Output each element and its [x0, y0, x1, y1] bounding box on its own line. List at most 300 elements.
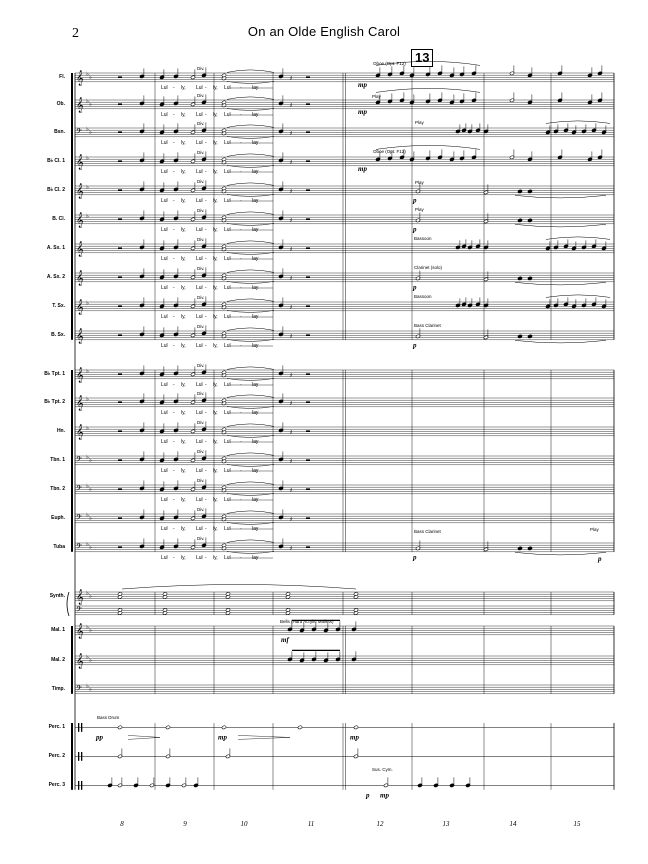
- rest-icon: 𝄽: [290, 187, 293, 196]
- flat-icon: ♭: [86, 126, 89, 133]
- flat-icon: ♭: [86, 184, 89, 191]
- measure-number: 13: [442, 820, 450, 828]
- dynamic-mp: mp: [358, 165, 367, 173]
- lyric-syllable: Lul: [161, 410, 168, 416]
- dynamic-p: p: [413, 553, 417, 562]
- instrument-label: Timp.: [51, 686, 65, 692]
- clef-icon: 𝄞: [76, 242, 84, 257]
- lyric-syllable: -: [205, 169, 207, 175]
- rest-icon: 𝄽: [290, 371, 293, 380]
- lyric-syllable: lay: [252, 140, 259, 146]
- staff-b-cl-: [76, 213, 89, 228]
- clef-icon: 𝄢: [76, 485, 82, 495]
- clef-icon: 𝄞: [76, 184, 84, 199]
- dynamic-p: p: [413, 196, 417, 205]
- lyric-syllable: Lul: [196, 439, 203, 445]
- lyric-syllable: ly,: [181, 256, 186, 262]
- cue-text: Play: [415, 207, 424, 212]
- lyric-syllable: ly,: [213, 555, 218, 561]
- lyric-syllable: -: [173, 112, 175, 118]
- dynamic-p: p: [366, 791, 370, 800]
- lyric-syllable: lay: [252, 169, 259, 175]
- divisi-text: Div.: [197, 536, 205, 541]
- lyric-syllable: ly,: [213, 112, 218, 118]
- flat-icon: ♭: [89, 515, 92, 522]
- lyric-syllable: Lul: [196, 382, 203, 388]
- clef-icon: 𝄞: [76, 425, 84, 440]
- divisi-text: Div.: [197, 150, 205, 155]
- flat-icon: ♭: [86, 71, 89, 78]
- rest-icon: 𝄽: [290, 428, 293, 437]
- lyric-syllable: ly,: [213, 343, 218, 349]
- instrument-label: A. Sx. 2: [46, 274, 65, 280]
- lyric-syllable: Lul: [224, 468, 231, 474]
- measure-number: 10: [240, 820, 248, 828]
- instrument-label: Tuba: [53, 544, 65, 550]
- measure-number: 9: [183, 820, 187, 828]
- flat-icon: ♭: [86, 300, 89, 307]
- cue-text: Play: [415, 180, 424, 185]
- lyric-syllable: Lul: [224, 112, 231, 118]
- lyric-syllable: -: [240, 256, 242, 262]
- rest-icon: 𝄽: [290, 216, 293, 225]
- lyric-syllable: Lul: [161, 314, 168, 320]
- measure-number: 14: [509, 820, 517, 828]
- lyric-syllable: ly,: [181, 285, 186, 291]
- lyric-syllable: -: [240, 497, 242, 503]
- lyric-syllable: Lul: [196, 227, 203, 233]
- rest-icon: 𝄽: [290, 101, 293, 110]
- lyric-syllable: -: [205, 526, 207, 532]
- lyric-syllable: -: [173, 343, 175, 349]
- lyric-syllable: Lul: [224, 256, 231, 262]
- lyric-syllable: lay: [252, 314, 259, 320]
- instrument-label: B♭ Tpt. 1: [44, 371, 65, 377]
- lyric-syllable: -: [205, 343, 207, 349]
- dynamic-mp: mp: [358, 108, 367, 116]
- staff-perc-3: [75, 781, 614, 790]
- lyric-syllable: Lul: [196, 497, 203, 503]
- lyric-syllable: Lul: [224, 343, 231, 349]
- rest-icon: 𝄽: [290, 332, 293, 341]
- instrument-label: Hn.: [56, 428, 65, 434]
- instrument-label: B. Cl.: [52, 216, 65, 222]
- lyric-syllable: -: [205, 256, 207, 262]
- lyric-syllable: -: [173, 382, 175, 388]
- instrument-label: Mal. 1: [51, 627, 65, 633]
- lyric-syllable: -: [240, 314, 242, 320]
- lyric-syllable: lay: [252, 343, 259, 349]
- dynamic-p: p: [413, 283, 417, 292]
- lyric-syllable: ly,: [213, 227, 218, 233]
- flat-icon: ♭: [86, 541, 89, 548]
- lyric-syllable: lay: [252, 198, 259, 204]
- lyric-syllable: -: [173, 285, 175, 291]
- lyric-syllable: Lul: [161, 555, 168, 561]
- lyric-syllable: Lul: [161, 468, 168, 474]
- flat-icon: ♭: [89, 627, 92, 634]
- page-title: On an Olde English Carol: [247, 24, 401, 39]
- lyric-syllable: Lul: [196, 526, 203, 532]
- lyric-syllable: Lul: [224, 526, 231, 532]
- measure-number: 12: [376, 820, 384, 828]
- lyric-syllable: -: [240, 382, 242, 388]
- lyric-syllable: ly,: [181, 314, 186, 320]
- lyric-syllable: -: [240, 343, 242, 349]
- lyric-syllable: Lul: [161, 112, 168, 118]
- flat-icon: ♭: [86, 590, 89, 597]
- lyric-syllable: -: [240, 555, 242, 561]
- cue-text: Bass Drum: [97, 715, 120, 720]
- lyric-syllable: ly,: [213, 439, 218, 445]
- lyric-syllable: Lul: [161, 227, 168, 233]
- lyric-syllable: ly,: [213, 382, 218, 388]
- clef-icon: 𝄞: [76, 300, 84, 315]
- lyric-syllable: ly,: [181, 439, 186, 445]
- lyric-syllable: Lul: [161, 140, 168, 146]
- flat-icon: ♭: [86, 396, 89, 403]
- clef-icon: 𝄞: [76, 98, 84, 113]
- lyric-syllable: -: [240, 112, 242, 118]
- divisi-text: Div.: [197, 363, 205, 368]
- flat-icon: ♭: [86, 98, 89, 105]
- cue-text: Play: [590, 527, 599, 532]
- clef-icon: 𝄞: [76, 213, 84, 228]
- lyric-syllable: -: [173, 169, 175, 175]
- cue-text: Bassoon: [414, 294, 432, 299]
- cue-text: Play: [415, 120, 424, 125]
- lyric-syllable: ly,: [213, 526, 218, 532]
- staff-synth-: [76, 590, 92, 605]
- lyric-syllable: Lul: [224, 169, 231, 175]
- clef-icon: 𝄞: [76, 654, 84, 669]
- divisi-text: Div.: [197, 449, 205, 454]
- instrument-label: Synth.: [49, 593, 65, 599]
- instrument-label: Mal. 2: [51, 657, 65, 663]
- lyric-syllable: Lul: [196, 198, 203, 204]
- clef-icon: 𝄞: [76, 271, 84, 286]
- cue-text: Bass Clarinet: [414, 529, 441, 534]
- staff-perc-1: [75, 723, 614, 732]
- staff-t-sx-: [76, 300, 89, 315]
- staff-mal-1: [76, 624, 92, 639]
- instrument-label: A. Sx. 1: [46, 245, 65, 251]
- clef-icon: 𝄞: [76, 624, 84, 639]
- lyric-syllable: lay: [252, 227, 259, 233]
- cue-text: Play: [372, 94, 381, 99]
- instrument-label: B. Sx.: [51, 332, 65, 338]
- lyric-syllable: Lul: [161, 169, 168, 175]
- lyric-syllable: -: [205, 227, 207, 233]
- flat-icon: ♭: [86, 425, 89, 432]
- clef-icon: 𝄞: [76, 71, 84, 86]
- instrument-label: B♭ Cl. 2: [47, 187, 65, 193]
- flat-icon: ♭: [89, 544, 92, 551]
- lyric-syllable: -: [240, 468, 242, 474]
- lyric-syllable: -: [205, 85, 207, 91]
- rest-icon: 𝄽: [290, 515, 293, 524]
- lyric-syllable: Lul: [196, 256, 203, 262]
- lyric-syllable: ly,: [181, 140, 186, 146]
- dynamic-mp: mp: [358, 81, 367, 89]
- lyric-syllable: ly,: [213, 256, 218, 262]
- clef-icon: 𝄞: [76, 396, 84, 411]
- lyric-syllable: -: [240, 410, 242, 416]
- staff-hn-: [76, 425, 89, 440]
- lyric-syllable: Lul: [161, 198, 168, 204]
- lyric-syllable: Lul: [196, 85, 203, 91]
- cue-text: Bassoon: [414, 236, 432, 241]
- lyric-syllable: Lul: [196, 314, 203, 320]
- measure-number: 11: [307, 820, 315, 828]
- lyric-syllable: -: [205, 285, 207, 291]
- flat-icon: ♭: [89, 657, 92, 664]
- lyric-syllable: ly,: [213, 285, 218, 291]
- lyric-syllable: Lul: [224, 382, 231, 388]
- divisi-text: Div.: [197, 478, 205, 483]
- divisi-text: Div.: [197, 507, 205, 512]
- lyric-syllable: -: [173, 468, 175, 474]
- staff-perc-2: [75, 752, 614, 761]
- lyric-syllable: -: [240, 439, 242, 445]
- lyric-syllable: ly,: [213, 468, 218, 474]
- lyric-syllable: -: [173, 198, 175, 204]
- instrument-label: Perc. 3: [48, 782, 65, 788]
- lyric-syllable: Lul: [161, 382, 168, 388]
- lyric-syllable: -: [173, 85, 175, 91]
- lyric-syllable: ly,: [181, 497, 186, 503]
- cue-text: Bells (Hard Acrylic Mallets): [280, 619, 334, 624]
- lyric-syllable: -: [205, 382, 207, 388]
- lyric-syllable: -: [240, 198, 242, 204]
- lyric-syllable: -: [173, 439, 175, 445]
- lyric-syllable: -: [205, 140, 207, 146]
- rest-icon: 𝄽: [290, 544, 293, 553]
- staff-b-sx-: [76, 329, 84, 344]
- divisi-text: Div.: [197, 66, 205, 71]
- dynamic-p: p: [413, 225, 417, 234]
- clef-icon: 𝄞: [76, 155, 84, 170]
- flat-icon: ♭: [89, 457, 92, 464]
- clef-icon: 𝄞: [76, 590, 84, 605]
- staff-mal-2: [76, 654, 92, 669]
- lyric-syllable: ly,: [181, 198, 186, 204]
- dynamic-mp: mp: [350, 733, 359, 742]
- lyric-syllable: Lul: [161, 85, 168, 91]
- lyric-syllable: Lul: [224, 497, 231, 503]
- flat-icon: ♭: [86, 483, 89, 490]
- clef-icon: 𝄞: [76, 329, 84, 344]
- instrument-label: Euph.: [51, 515, 65, 521]
- lyric-syllable: -: [205, 439, 207, 445]
- lyric-syllable: Lul: [161, 285, 168, 291]
- lyric-syllable: ly,: [213, 198, 218, 204]
- divisi-text: Div.: [197, 121, 205, 126]
- lyric-syllable: ly,: [213, 497, 218, 503]
- lyric-syllable: Lul: [196, 343, 203, 349]
- lyric-syllable: -: [205, 468, 207, 474]
- lyric-syllable: lay: [252, 497, 259, 503]
- lyric-syllable: lay: [252, 112, 259, 118]
- flat-icon: ♭: [89, 686, 92, 693]
- lyric-syllable: Lul: [161, 256, 168, 262]
- dynamic-pp: pp: [96, 733, 103, 742]
- cue-text: Sus. Cym.: [372, 767, 393, 772]
- flat-icon: ♭: [89, 129, 92, 136]
- lyric-syllable: lay: [252, 468, 259, 474]
- divisi-text: Div.: [197, 391, 205, 396]
- lyric-syllable: ly,: [181, 169, 186, 175]
- flat-icon: ♭: [89, 74, 92, 81]
- cue-text: Oboe (Opt. F12): [373, 149, 406, 154]
- instrument-label: Tbn. 1: [50, 457, 65, 463]
- lyric-syllable: Lul: [196, 555, 203, 561]
- flat-icon: ♭: [86, 683, 89, 690]
- flat-icon: ♭: [86, 454, 89, 461]
- lyric-syllable: ly,: [213, 85, 218, 91]
- lyric-syllable: ly,: [181, 343, 186, 349]
- divisi-text: Div.: [197, 266, 205, 271]
- lyric-syllable: lay: [252, 256, 259, 262]
- lyric-syllable: -: [240, 227, 242, 233]
- lyric-syllable: ly,: [213, 169, 218, 175]
- divisi-text: Div.: [197, 237, 205, 242]
- rest-icon: 𝄽: [290, 129, 293, 138]
- lyric-syllable: ly,: [181, 526, 186, 532]
- clef-icon: 𝄢: [76, 543, 82, 553]
- lyric-syllable: ly,: [181, 85, 186, 91]
- notes-row: [118, 150, 367, 175]
- lyric-syllable: Lul: [224, 285, 231, 291]
- lyric-syllable: lay: [252, 439, 259, 445]
- lyric-syllable: Lul: [224, 555, 231, 561]
- lyric-syllable: Lul: [224, 314, 231, 320]
- flat-icon: ♭: [86, 368, 89, 375]
- staff-b-tpt-2: [76, 396, 89, 411]
- dynamic-mp: mp: [218, 733, 227, 742]
- lyric-syllable: Lul: [161, 343, 168, 349]
- lyric-syllable: Lul: [196, 410, 203, 416]
- staff-b-tpt-1: [76, 368, 89, 383]
- lyric-syllable: -: [205, 112, 207, 118]
- instrument-label: Perc. 1: [48, 724, 65, 730]
- lyric-syllable: Lul: [224, 410, 231, 416]
- divisi-text: Div.: [197, 420, 205, 425]
- lyric-syllable: -: [240, 285, 242, 291]
- staff-fl-: [76, 71, 92, 86]
- lyric-syllable: Lul: [224, 198, 231, 204]
- flat-icon: ♭: [89, 101, 92, 108]
- flat-icon: ♭: [86, 654, 89, 661]
- flat-icon: ♭: [89, 593, 92, 600]
- lyric-syllable: -: [205, 198, 207, 204]
- lyric-syllable: ly,: [181, 410, 186, 416]
- instrument-label: Ob.: [56, 101, 65, 107]
- lyric-syllable: ly,: [181, 382, 186, 388]
- lyric-syllable: -: [173, 497, 175, 503]
- grand-staff-brace: [67, 592, 69, 616]
- divisi-text: Div.: [197, 208, 205, 213]
- lyric-syllable: Lul: [196, 468, 203, 474]
- staff-b-cl-1: [76, 155, 89, 170]
- lyric-syllable: Lul: [196, 112, 203, 118]
- lyric-syllable: ly,: [181, 112, 186, 118]
- measure-number: 8: [120, 820, 124, 828]
- lyric-syllable: ly,: [213, 314, 218, 320]
- lyric-syllable: ly,: [181, 227, 186, 233]
- lyric-syllable: -: [173, 526, 175, 532]
- flat-icon: ♭: [86, 512, 89, 519]
- lyric-syllable: -: [205, 555, 207, 561]
- clef-icon: 𝄢: [76, 685, 82, 695]
- divisi-text: Div.: [197, 324, 205, 329]
- instrument-label: B♭ Tpt. 2: [44, 399, 65, 405]
- divisi-text: Div.: [197, 93, 205, 98]
- notes-row: [118, 93, 367, 118]
- clef-icon: 𝄢: [76, 456, 82, 466]
- lyric-syllable: -: [173, 314, 175, 320]
- lyric-syllable: Lul: [224, 85, 231, 91]
- clef-icon: 𝄢: [76, 128, 82, 138]
- rest-icon: 𝄽: [290, 457, 293, 466]
- page-number: 2: [72, 26, 79, 41]
- divisi-text: Div.: [197, 179, 205, 184]
- rest-icon: 𝄽: [290, 399, 293, 408]
- flat-icon: ♭: [89, 486, 92, 493]
- flat-icon: ♭: [86, 624, 89, 631]
- lyric-syllable: Lul: [224, 439, 231, 445]
- lyric-syllable: ly,: [181, 468, 186, 474]
- lyric-syllable: -: [240, 169, 242, 175]
- lyric-syllable: lay: [252, 410, 259, 416]
- lyric-syllable: Lul: [196, 140, 203, 146]
- cue-text: Oboe (Opt. F12): [373, 61, 406, 66]
- lyric-syllable: -: [205, 497, 207, 503]
- lyric-syllable: lay: [252, 285, 259, 291]
- notes-row: [118, 66, 367, 91]
- instrument-label: B♭ Cl. 1: [47, 158, 65, 164]
- instrument-label: Fl.: [59, 74, 65, 80]
- lyric-syllable: -: [205, 410, 207, 416]
- lyric-syllable: -: [240, 85, 242, 91]
- staff-ob-: [76, 98, 92, 113]
- lyric-syllable: -: [173, 256, 175, 262]
- lyric-syllable: Lul: [224, 227, 231, 233]
- cue-text: Clarinet (solo): [414, 265, 443, 270]
- rest-icon: 𝄽: [290, 74, 293, 83]
- lyric-syllable: -: [173, 555, 175, 561]
- lyric-syllable: lay: [252, 382, 259, 388]
- dynamic-mp: mp: [380, 791, 389, 800]
- lyric-syllable: lay: [252, 555, 259, 561]
- lyric-syllable: -: [173, 140, 175, 146]
- staff-a-sx-2: [76, 271, 84, 286]
- lyric-syllable: Lul: [196, 169, 203, 175]
- dynamic-p: p: [598, 555, 602, 563]
- dynamic-p: p: [413, 341, 417, 350]
- lyric-syllable: -: [173, 410, 175, 416]
- lyric-syllable: -: [240, 140, 242, 146]
- lyric-syllable: -: [205, 314, 207, 320]
- lyric-syllable: ly,: [213, 140, 218, 146]
- clef-icon: 𝄞: [76, 368, 84, 383]
- measure-number: 15: [573, 820, 581, 828]
- lyric-syllable: Lul: [161, 526, 168, 532]
- rehearsal-mark: 13: [411, 49, 433, 67]
- lyric-syllable: ly,: [181, 555, 186, 561]
- lyric-syllable: -: [173, 227, 175, 233]
- rest-icon: 𝄽: [290, 486, 293, 495]
